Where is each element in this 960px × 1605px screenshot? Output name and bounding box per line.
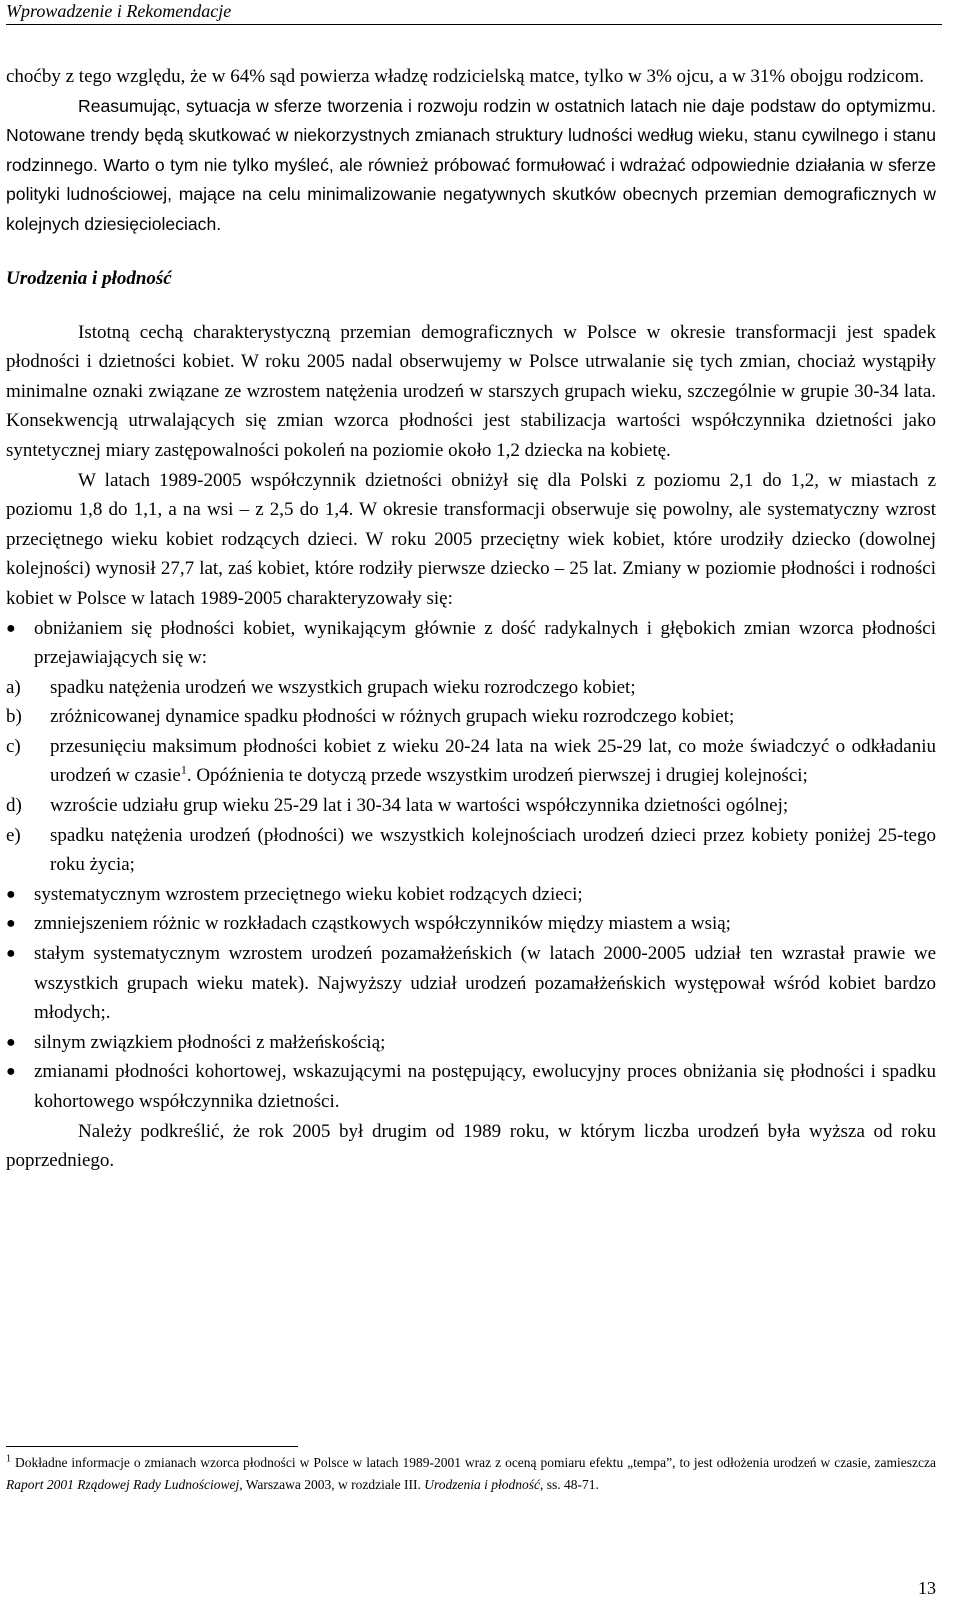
footnote-text: Dokładne informacje o zmianach wzorca płodności w Polsce w latach 1989-2001 wraz z oceną pomiaru efektu „tempa”, to jest odłożenia urodzeń w czasie, zamieszcza	[11, 1455, 936, 1470]
list-item-text: zmianami płodności kohortowej, wskazującymi na postępujący, ewolucyjny proces obniżania się płodności i spadku kohortowego współczynnika dzietności.	[34, 1061, 936, 1112]
document-body	[6, 62, 936, 1176]
list-item	[6, 880, 936, 910]
list-item	[6, 939, 936, 1028]
paragraph-continuation: choćby z tego względu, że w 64% sąd powierza władzę rodzicielską matce, tylko w 3% ojcu, a w 31% obojgu rodzicom.	[6, 66, 925, 87]
sub-list-item	[6, 821, 936, 880]
footnote-reference[interactable]: 1	[180, 763, 187, 778]
sub-list-marker: e)	[6, 824, 21, 846]
list-item	[6, 1057, 936, 1116]
list-item-text: obniżaniem się płodności kobiet, wynikającym głównie z dość radykalnych i głębokich zmian wzorca płodności przejawiających się w:	[34, 617, 936, 669]
sub-list-marker: d)	[6, 795, 22, 817]
list-item-text: silnym związkiem płodności z małżeńskością;	[34, 1031, 386, 1053]
footnote	[6, 1452, 936, 1496]
summary-sentence: Reasumując, sytuacja w sferze tworzenia i rozwoju rodzin w ostatnich latach nie daje podstaw do optymizmu.	[78, 95, 936, 116]
sub-list-text: zróżnicowanej dynamice spadku płodności w różnych grupach wieku rozrodczego kobiet;	[50, 706, 735, 728]
paragraph-summary	[6, 92, 936, 240]
list-item-text: stałym systematycznym wzrostem urodzeń pozamałżeńskich (w latach 2000-2005 udział ten wzrastał prawie we wszystkich grupach wieku matek). Najwyższy udział urodzeń pozamałżeńskich występował wśród kobiet bardzo młodych;.	[34, 943, 936, 1024]
footnote-chapter-title: Urodzenia i płodność	[424, 1477, 540, 1492]
footnote-citation-title: Raport 2001 Rządowej Rady Ludnościowej	[6, 1477, 240, 1492]
running-header: Wprowadzenie i Rekomendacje	[6, 0, 942, 25]
sub-list-text: wzroście udziału grup wieku 25-29 lat i 30-34 lata w wartości współczynnika dzietności ogólnej;	[50, 795, 789, 817]
sub-list-text-cont: . Opóźnienia te dotyczą przede wszystkim urodzeń pierwszej i drugiej kolejności;	[186, 765, 808, 787]
footnote-text: , ss. 48-71.	[539, 1477, 599, 1492]
list-item-text: systematycznym wzrostem przeciętnego wieku kobiet rodzących dzieci;	[34, 883, 583, 905]
footnote-separator	[6, 1446, 298, 1447]
sub-list-item	[6, 702, 936, 732]
page-number: 13	[918, 1578, 936, 1598]
bullet-icon: ●	[6, 619, 16, 637]
sub-list-item	[6, 673, 936, 703]
sub-list-text: spadku natężenia urodzeń (płodności) we wszystkich kolejnościach urodzeń dzieci przez kobiety poniżej 25-tego roku życia;	[50, 824, 936, 876]
footnote-mark: 1	[6, 1453, 11, 1465]
section-paragraph-1: Istotną cechą charakterystyczną przemian demograficznych w Polsce w okresie transformacji jest spadek płodności i dzietności kobiet. W roku 2005 nadal obserwujemy w Polsce utrwalanie się tych zmian, chociaż wystąpiły minimalne oznaki związane ze wzrostem natężenia urodzeń w starszych grupach wieku, szczególnie w grupie 30-34 lata. Konsekwencją utrwalających się zmian wzorca płodności jest stabilizacja wartości współczynnika dzietności jako syntetycznej miary zastępowalności pokoleń na poziomie około 1,2 dziecka na kobietę.	[6, 321, 936, 461]
bullet-icon: ●	[6, 885, 16, 903]
bullet-icon: ●	[6, 915, 16, 933]
list-item	[6, 614, 936, 880]
list-item-text: zmniejszeniem różnic w rozkładach cząstkowych współczynników między miastem a wsią;	[34, 913, 731, 935]
bullet-icon: ●	[6, 945, 16, 963]
sub-list-text: spadku natężenia urodzeń we wszystkich grupach wieku rozrodczego kobiet;	[50, 676, 636, 698]
summary-rest: Notowane trendy będą skutkować w niekorzystnych zmianach struktury ludności według wieku, stanu cywilnego i stanu rodzinnego. Warto o tym nie tylko myśleć, ale również próbować formułować i wdrażać odpowiednie działania w sferze polityki ludnościowej, mające na celu minimalizowanie negatywnych skutków obecnych przemian demograficznych w kolejnych dziesięcioleciach.	[6, 125, 936, 234]
bullet-list	[6, 614, 936, 1117]
bullet-icon: ●	[6, 1063, 16, 1081]
section-heading: Urodzenia i płodność	[6, 267, 172, 289]
bullet-icon: ●	[6, 1033, 16, 1051]
section-paragraph-2: W latach 1989-2005 współczynnik dzietności obniżył się dla Polski z poziomu 2,1 do 1,2, w miastach z poziomu 1,8 do 1,1, a na wsi – z 2,5 do 1,4. W okresie transformacji obserwuje się powolny, ale systematyczny wzrost przeciętnego wieku kobiet rodzących dzieci. W roku 2005 przeciętny wiek kobiet, które urodziły dziecko (dowolnej kolejności) wynosił 27,7 lat, zaś kobiet, które rodziły pierwsze dziecko – 25 lat. Zmiany w poziomie płodności i rodności kobiet w Polsce w latach 1989-2005 charakteryzowały się:	[6, 469, 936, 609]
sub-list-text: przesunięciu maksimum płodności kobiet z wieku 20-24 lata na wiek 25-29 lat, co może świadczyć o odkładaniu urodzeń w czasie	[50, 735, 936, 787]
list-item	[6, 909, 936, 939]
sub-list-marker: b)	[6, 706, 22, 728]
section-paragraph-3: Należy podkreślić, że rok 2005 był drugim od 1989 roku, w którym liczba urodzeń była wyższa od roku poprzedniego.	[6, 1120, 936, 1172]
sub-list-item	[6, 791, 936, 821]
sub-list-marker: a)	[6, 676, 21, 698]
sub-list-item	[6, 732, 936, 791]
list-item	[6, 1028, 936, 1058]
footnote-text: , Warszawa 2003, w rozdziale III.	[239, 1477, 425, 1492]
sub-list-marker: c)	[6, 735, 21, 757]
sub-list	[6, 673, 936, 880]
